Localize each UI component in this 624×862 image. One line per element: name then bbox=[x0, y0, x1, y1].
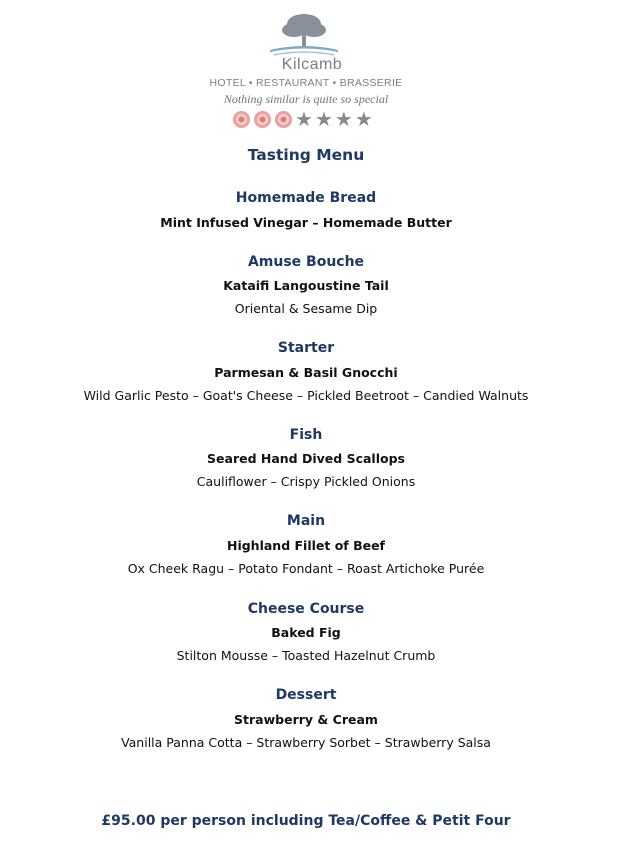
section-heading: Amuse Bouche bbox=[247, 254, 365, 270]
section-heading: Starter bbox=[277, 340, 335, 356]
dish-name: Parmesan & Basil Gnocchi bbox=[214, 365, 398, 380]
dish-description: Stilton Mousse – Toasted Hazelnut Crumb bbox=[176, 648, 436, 663]
awards-row bbox=[232, 108, 392, 130]
section-heading: Main bbox=[286, 513, 326, 529]
menu-title: Tasting Menu bbox=[247, 146, 365, 164]
price-line: £95.00 per person including Tea/Coffee & Petit Four bbox=[101, 813, 511, 829]
dish-name: Highland Fillet of Beef bbox=[226, 538, 385, 553]
rosette-icon bbox=[253, 110, 272, 129]
dish-description: Wild Garlic Pesto – Goat's Cheese – Pickled Beetroot – Candied Walnuts bbox=[83, 388, 529, 403]
section-heading: Homemade Bread bbox=[235, 190, 377, 206]
star-icon: ★ bbox=[314, 107, 333, 131]
dish-line: Mint Infused Vinegar – Homemade Butter bbox=[160, 215, 452, 230]
star-icon: ★ bbox=[354, 107, 373, 131]
dish-description: Oriental & Sesame Dip bbox=[234, 301, 378, 316]
tree-logo-icon bbox=[268, 12, 340, 60]
section-heading: Cheese Course bbox=[247, 601, 365, 617]
dish-description: Ox Cheek Ragu – Potato Fondant – Roast Artichoke Purée bbox=[127, 561, 485, 576]
star-icon: ★ bbox=[295, 107, 313, 131]
dish-name: Strawberry & Cream bbox=[234, 712, 378, 727]
rosette-icon bbox=[274, 110, 293, 129]
dish-name: Kataifi Langoustine Tail bbox=[223, 278, 389, 293]
section-heading: Fish bbox=[289, 427, 323, 443]
brand-tagline: Nothing similar is quite so special bbox=[223, 92, 389, 106]
dish-description: Vanilla Panna Cotta – Strawberry Sorbet – Strawberry Salsa bbox=[121, 735, 491, 750]
star-icon: ★ bbox=[334, 107, 353, 131]
rosette-icon bbox=[232, 110, 251, 129]
dish-description: Cauliflower – Crispy Pickled Onions bbox=[196, 474, 416, 489]
section-heading: Dessert bbox=[275, 687, 337, 703]
brand-name: Kilcamb bbox=[281, 56, 343, 73]
dish-name: Seared Hand Dived Scallops bbox=[207, 451, 405, 466]
brand-subtitle: HOTEL • RESTAURANT • BRASSERIE bbox=[209, 77, 403, 89]
dish-name: Baked Fig bbox=[271, 625, 341, 640]
